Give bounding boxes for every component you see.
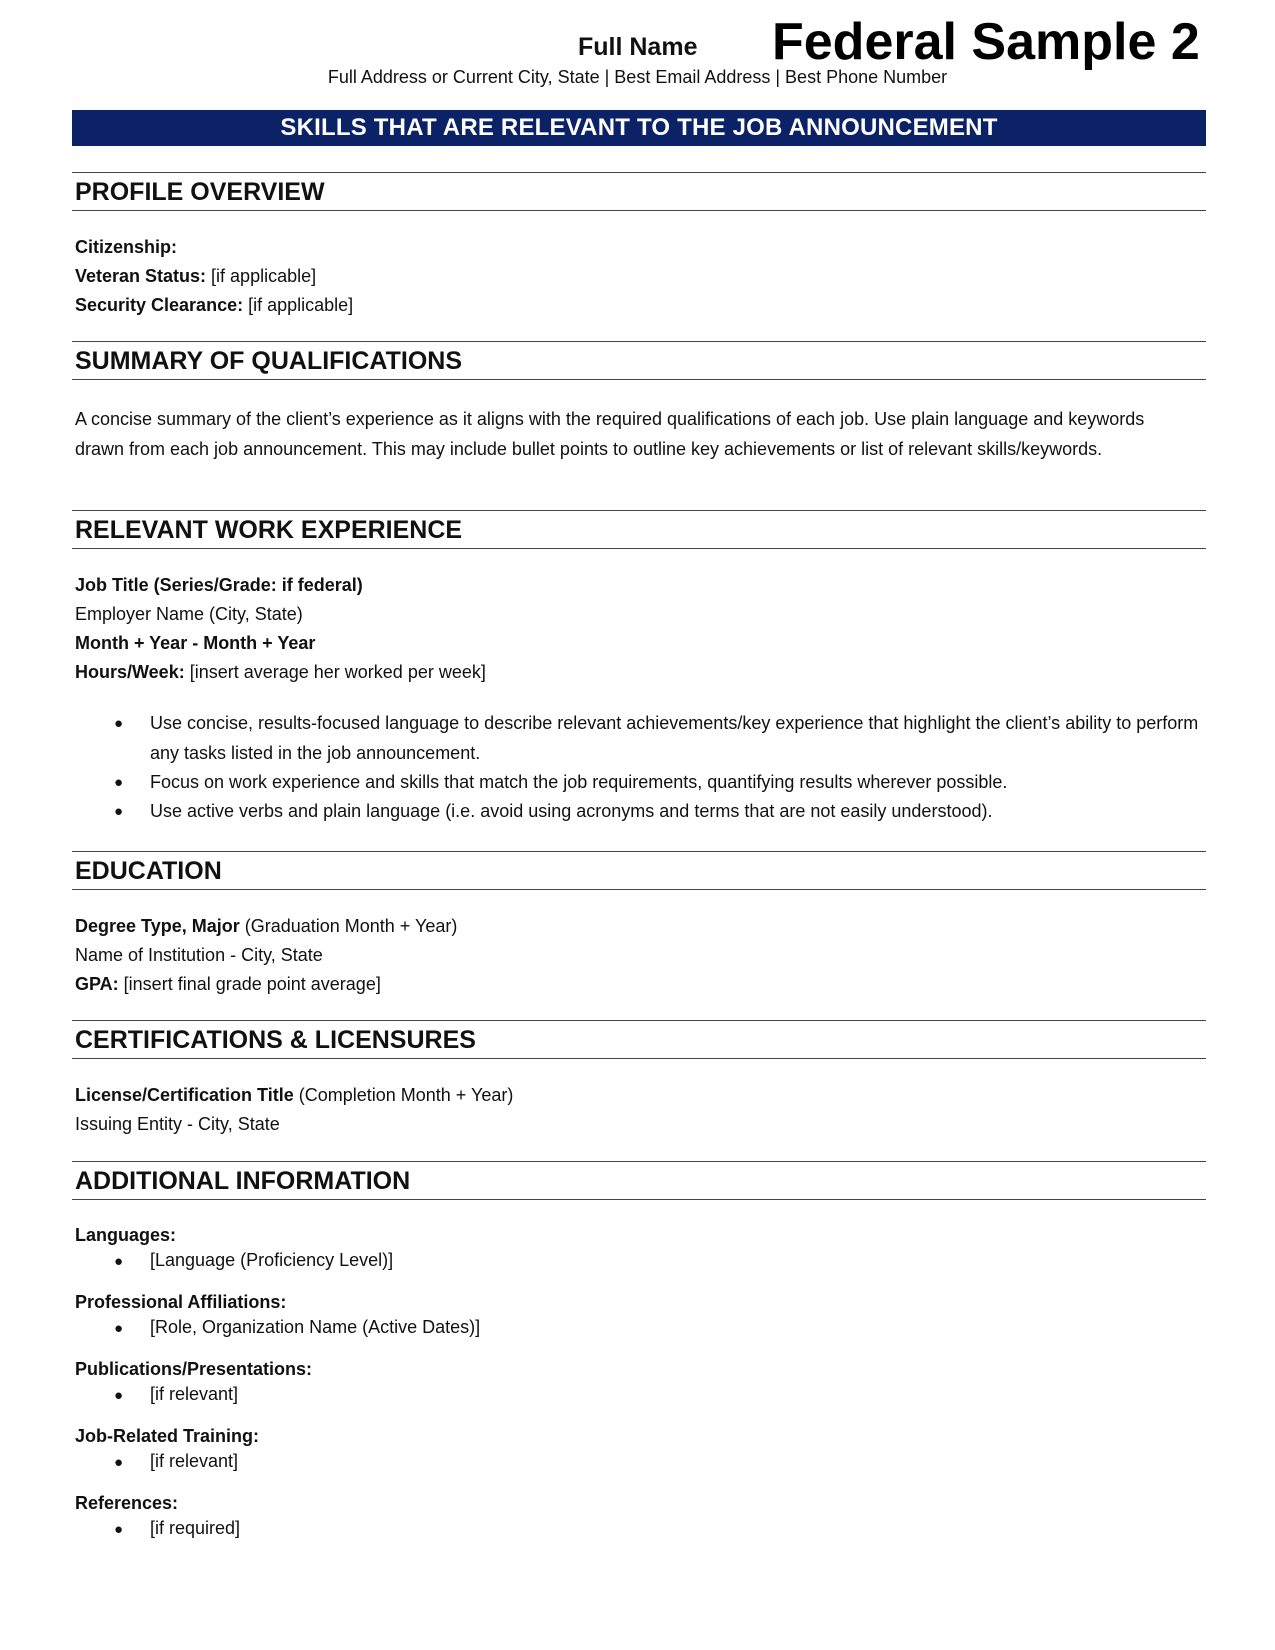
security-clearance-label: Security Clearance: (75, 295, 244, 315)
bullet-icon: ● (114, 1320, 124, 1337)
veteran-status-line (75, 263, 316, 289)
sample-label: Federal Sample 2 (772, 13, 1200, 71)
education-section-title: EDUCATION (75, 857, 222, 885)
training-item: [if relevant] (150, 1451, 239, 1471)
security-clearance-line (75, 292, 353, 318)
experience-section-title: RELEVANT WORK EXPERIENCE (75, 516, 463, 544)
citizenship-label: Citizenship: (75, 237, 177, 257)
skills-banner: SKILLS THAT ARE RELEVANT TO THE JOB ANNOUNCEMENT (72, 110, 1206, 146)
additional-section-heading (72, 1161, 1206, 1200)
degree-value: (Graduation Month + Year) (239, 916, 458, 936)
degree-line (75, 913, 457, 939)
certifications-section-heading (72, 1020, 1206, 1059)
additional-section-title: ADDITIONAL INFORMATION (75, 1167, 411, 1195)
employment-dates: Month + Year - Month + Year (75, 633, 316, 653)
training-label: Job-Related Training: (75, 1426, 260, 1446)
bullet-icon: ● (114, 774, 124, 791)
hours-per-week-line (75, 659, 486, 685)
languages-item: [Language (Proficiency Level)] (150, 1250, 394, 1270)
summary-section-heading (72, 341, 1206, 380)
publications-label: Publications/Presentations: (75, 1359, 313, 1379)
bullet-icon: ● (114, 1253, 124, 1270)
gpa-value: [insert final grade point average] (118, 974, 381, 994)
gpa-line (75, 971, 381, 997)
experience-bullet: Focus on work experience and skills that match the job requirements, quantifying results wherever possible. (150, 772, 1008, 792)
affiliations-item: [Role, Organization Name (Active Dates)] (150, 1317, 481, 1337)
experience-bullet: Use concise, results-focused language to describe relevant achievements/key experience that highlight the client’s ability to perform any tasks listed in the job announcement. (150, 713, 1199, 763)
bullet-icon: ● (114, 1521, 124, 1538)
degree-label: Degree Type, Major (75, 916, 240, 936)
education-section-heading (72, 851, 1206, 890)
bullet-icon: ● (114, 1454, 124, 1471)
contact-line: Full Address or Current City, State | Best Email Address | Best Phone Number (327, 67, 948, 87)
gpa-label: GPA: (75, 974, 119, 994)
certifications-section-title: CERTIFICATIONS & LICENSURES (75, 1026, 476, 1054)
summary-section-title: SUMMARY OF QUALIFICATIONS (75, 347, 463, 375)
experience-section-heading (72, 510, 1206, 549)
citizenship-line (75, 234, 177, 260)
bullet-icon: ● (114, 715, 124, 732)
references-label: References: (75, 1493, 179, 1513)
institution-line: Name of Institution - City, State (75, 945, 323, 965)
issuer-line: Issuing Entity - City, State (75, 1114, 280, 1134)
full-name: Full Name (578, 33, 698, 61)
certification-value: (Completion Month + Year) (293, 1085, 514, 1105)
hours-per-week-label: Hours/Week: (75, 662, 185, 682)
certification-label: License/Certification Title (75, 1085, 294, 1105)
job-title: Job Title (Series/Grade: if federal) (75, 575, 363, 595)
veteran-status-value: [if applicable] (206, 266, 317, 286)
hours-per-week-value: [insert average her worked per week] (184, 662, 486, 682)
employer-name: Employer Name (City, State) (75, 604, 303, 624)
affiliations-label: Professional Affiliations: (75, 1292, 287, 1312)
veteran-status-label: Veteran Status: (75, 266, 207, 286)
security-clearance-value: [if applicable] (243, 295, 354, 315)
certification-line (75, 1082, 513, 1108)
references-item: [if required] (150, 1518, 241, 1538)
languages-label: Languages: (75, 1225, 177, 1245)
experience-bullet: Use active verbs and plain language (i.e. avoid using acronyms and terms that are not easily understood). (150, 801, 993, 821)
publications-item: [if relevant] (150, 1384, 239, 1404)
bullet-icon: ● (114, 803, 124, 820)
bullet-icon: ● (114, 1387, 124, 1404)
summary-text: A concise summary of the client’s experience as it aligns with the required qualifications of each job. Use plain language and keywords drawn from each job announcement. This may include bullet points to outline key achievements or list of relevant skills/keywords. (75, 409, 1145, 459)
profile-section-heading (72, 172, 1206, 211)
profile-section-title: PROFILE OVERVIEW (75, 178, 325, 206)
